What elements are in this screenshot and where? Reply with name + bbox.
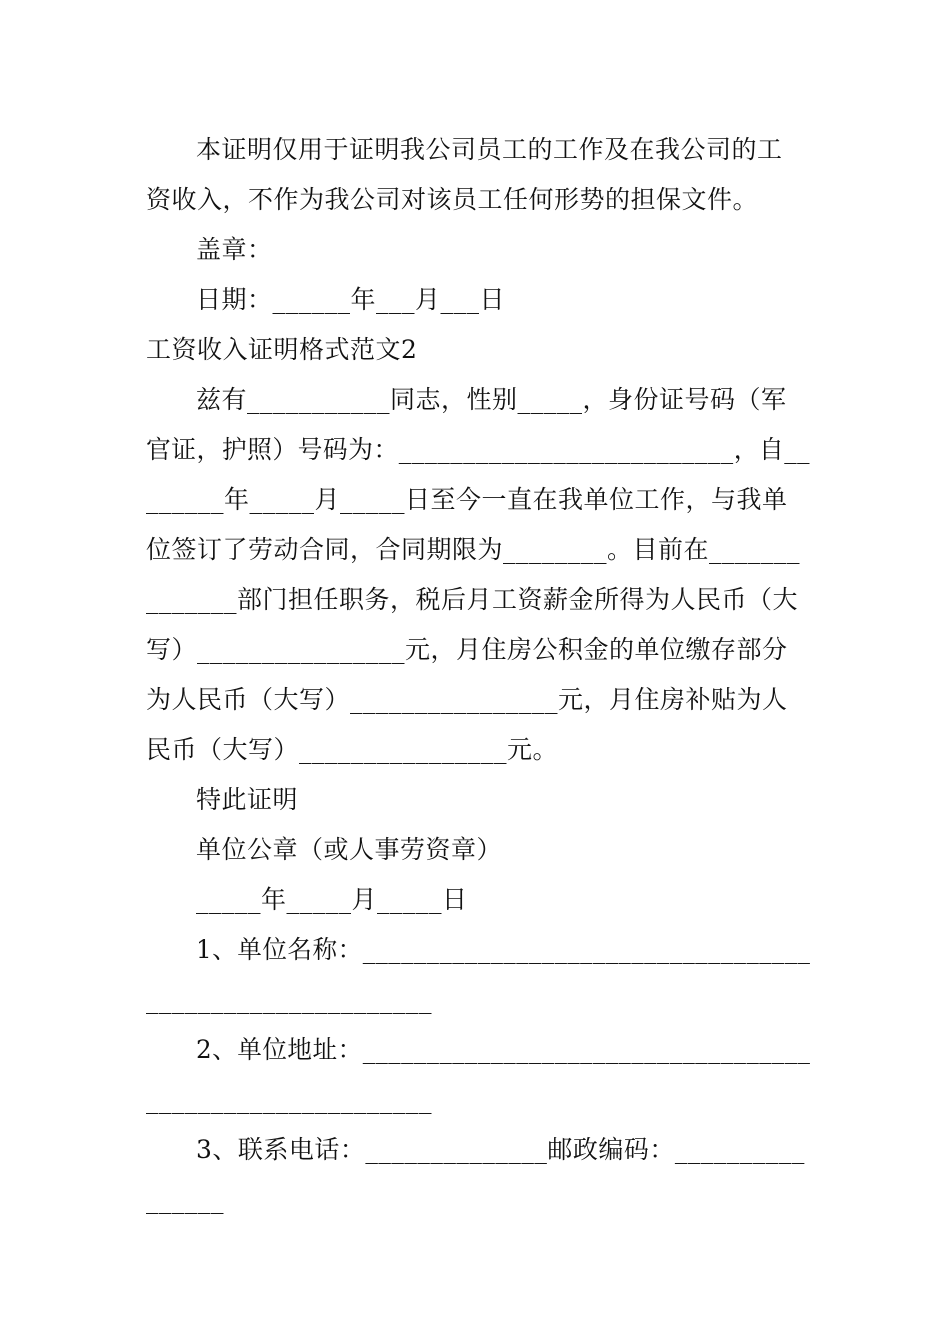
field-continuation: ______________________ [146, 985, 432, 1014]
date-line: _____年_____月_____日 [196, 885, 468, 914]
field-phone-postcode: 3、联系电话：______________邮政编码：__________ [196, 1135, 805, 1164]
date-line: 日期：______年___月___日 [196, 285, 506, 314]
field-continuation: ______________________ [146, 1085, 432, 1114]
seal-label: 单位公章（或人事劳资章） [196, 835, 503, 864]
section-heading: 工资收入证明格式范文2 [146, 335, 418, 364]
paragraph-line: 本证明仅用于证明我公司员工的工作及在我公司的工 [196, 135, 783, 164]
field-unit-address: 2、单位地址：___________________________________ [196, 1035, 811, 1064]
paragraph-line: 民币（大写）________________元。 [146, 735, 559, 764]
paragraph-line: ______年_____月_____日至今一直在我单位工作，与我单 [146, 485, 788, 514]
closing-text: 特此证明 [196, 785, 299, 814]
paragraph-line: 位签订了劳动合同，合同期限为________。目前在_______ [146, 535, 801, 564]
paragraph-line: 写）________________元，月住房公积金的单位缴存部分 [146, 635, 788, 664]
field-continuation: ______ [146, 1185, 224, 1214]
paragraph-line: 资收入，不作为我公司对该员工任何形势的担保文件。 [146, 185, 759, 214]
paragraph-line: _______部门担任职务，税后月工资薪金所得为人民币（大 [146, 585, 799, 614]
field-unit-name: 1、单位名称：___________________________________ [196, 935, 811, 964]
paragraph-line: 兹有___________同志，性别_____，身份证号码（军 [196, 385, 787, 414]
paragraph-line: 官证，护照）号码为：__________________________，自__ [146, 435, 811, 464]
paragraph-line: 为人民币（大写）________________元，月住房补贴为人 [146, 685, 788, 714]
seal-label: 盖章： [196, 235, 273, 264]
